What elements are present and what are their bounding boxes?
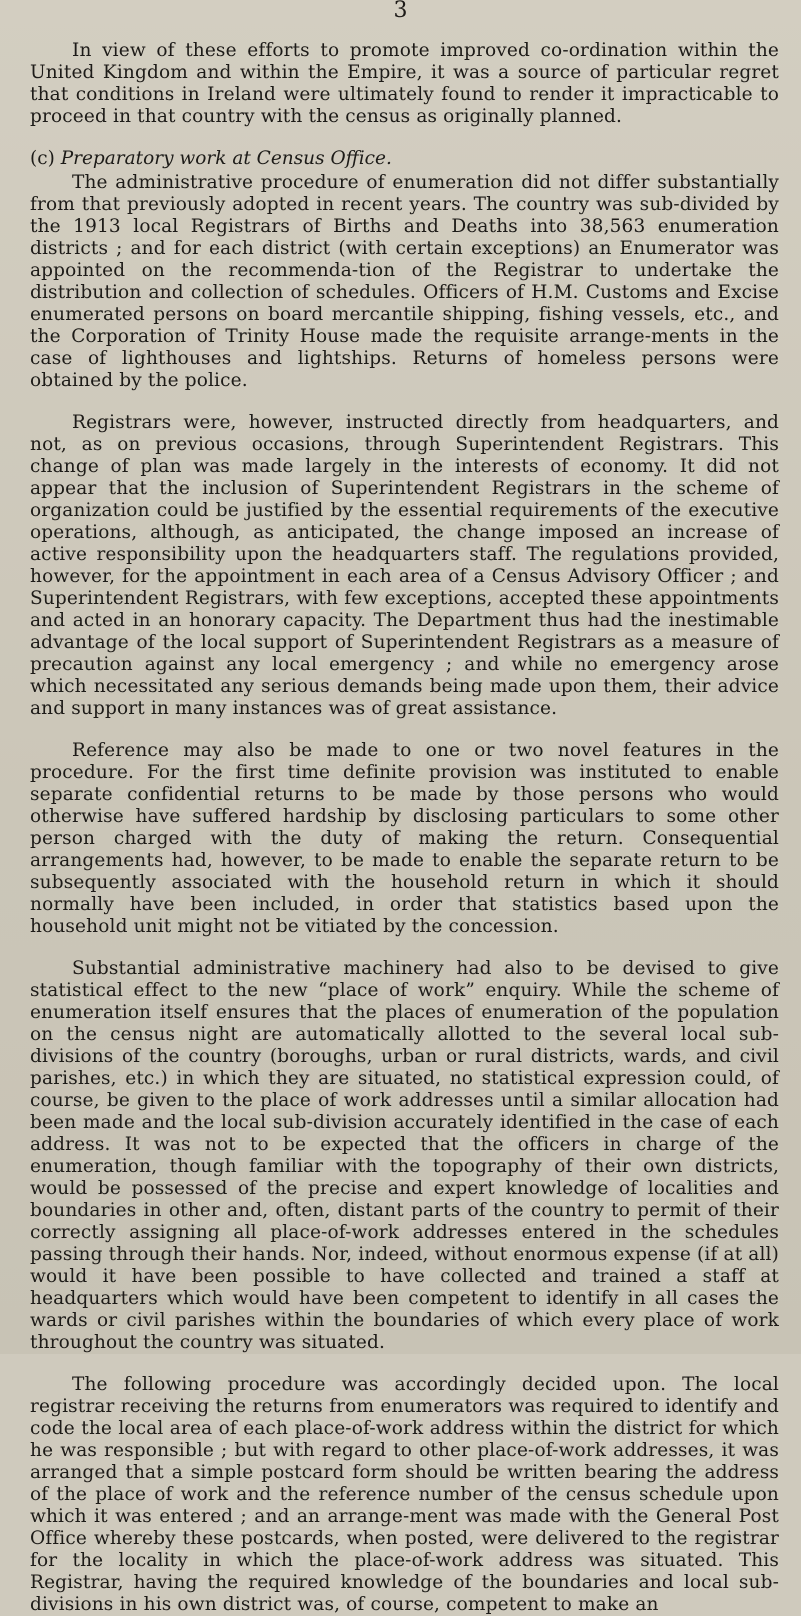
paragraph-enumeration-procedure: The administrative procedure of enumeration did not differ substantially from that previously adopted in recent years. The country was sub-divided by the 1913 local Registrars of Births and Deaths into 38,563 enumeration districts ; and for each district (with certain exceptions) an Enumerator was appointed on the recommenda-tion of the Registrar to undertake the distribution and collection of schedules. Officers of H.M. Customs and Excise enumerated persons on board mercantile shipping, fishing vessels, etc., and the Corporation of Trinity House made the requisite arrange-ments in the case of lighthouses and lightships. Returns of homeless persons were obtained by the police. — [30, 172, 779, 391]
paragraph-following-procedure: The following procedure was accordingly decided upon. The local registrar receiving the returns from enumerators was required to identify and code the local area of each place-of-work address within the district for which he was responsible ; but with regard to other place-of-work addresses, it was arranged that a simple postcard form should be written bearing the address of the place of work and the reference number of the census schedule upon which it was entered ; and an arrange-ment was made with the General Post Office whereby these postcards, when posted, were delivered to the registrar for the locality in which the place-of-work address was situated. This Registrar, having the required knowledge of the boundaries and local sub-divisions in his own district was, of course, competent to make an — [30, 1374, 779, 1615]
paragraph-place-of-work: Substantial administrative machinery had also to be devised to give statistical effect to the new “place of work” enquiry. While the scheme of enumeration itself ensures that the places of enumeration of the population on the census night are automatically allotted to the several local sub-divisions of the country (boroughs, urban or rural districts, wards, and civil parishes, etc.) in which they are situated, no statistical expression could, of course, be given to the place of work addresses until a similar allocation had been made and the local sub-division accurately identified in the case of each address. It was not to be expected that the officers in charge of the enumeration, though familiar with the topography of their own districts, would be possessed of the precise and expert knowledge of localities and boundaries in other and, often, distant parts of the country to permit of their correctly assigning all place-of-work addresses entered in the schedules passing through their hands. Nor, indeed, without enormous expense (if at all) would it have been possible to have collected and trained a staff at headquarters which would have been competent to identify in all cases the wards or civil parishes within the boundaries of which every place of work throughout the country was situated. — [30, 958, 779, 1353]
section-heading-preparatory-work — [30, 148, 779, 170]
section-label: (c) — [30, 148, 55, 169]
paragraph-novel-features: Reference may also be made to one or two novel features in the procedure. For the first time definite provision was instituted to enable separate confidential returns to be made by those persons who would otherwise have suffered hardship by disclosing particulars to some other person charged with the duty of making the return. Consequential arrangements had, however, to be made to enable the separate return to be subsequently associated with the household return in which it should normally have been included, in order that statistics based upon the household unit might not be vitiated by the concession. — [30, 740, 779, 937]
paragraph-ireland: In view of these efforts to promote improved co-ordination within the United Kingdom and within the Empire, it was a source of particular regret that conditions in Ireland were ultimately found to render it impracticable to proceed in that country with the census as originally planned. — [30, 40, 779, 127]
page-number: 3 — [393, 0, 408, 23]
section-title: Preparatory work at Census Office. — [60, 148, 392, 169]
paragraph-registrars: Registrars were, however, instructed directly from headquarters, and not, as on previous occasions, through Superintendent Registrars. This change of plan was made largely in the interests of economy. It did not appear that the inclusion of Superintendent Registrars in the scheme of organization could be justified by the essential requirements of the executive operations, although, as anticipated, the change imposed an increase of active responsibility upon the headquarters staff. The regulations provided, however, for the appointment in each area of a Census Advisory Officer ; and Superintendent Registrars, with few exceptions, accepted these appointments and acted in an honorary capacity. The Department thus had the inestimable advantage of the local support of Superintendent Registrars as a measure of precaution against any local emergency ; and while no emergency arose which necessitated any serious demands being made upon them, their advice and support in many instances was of great assistance. — [30, 412, 779, 719]
